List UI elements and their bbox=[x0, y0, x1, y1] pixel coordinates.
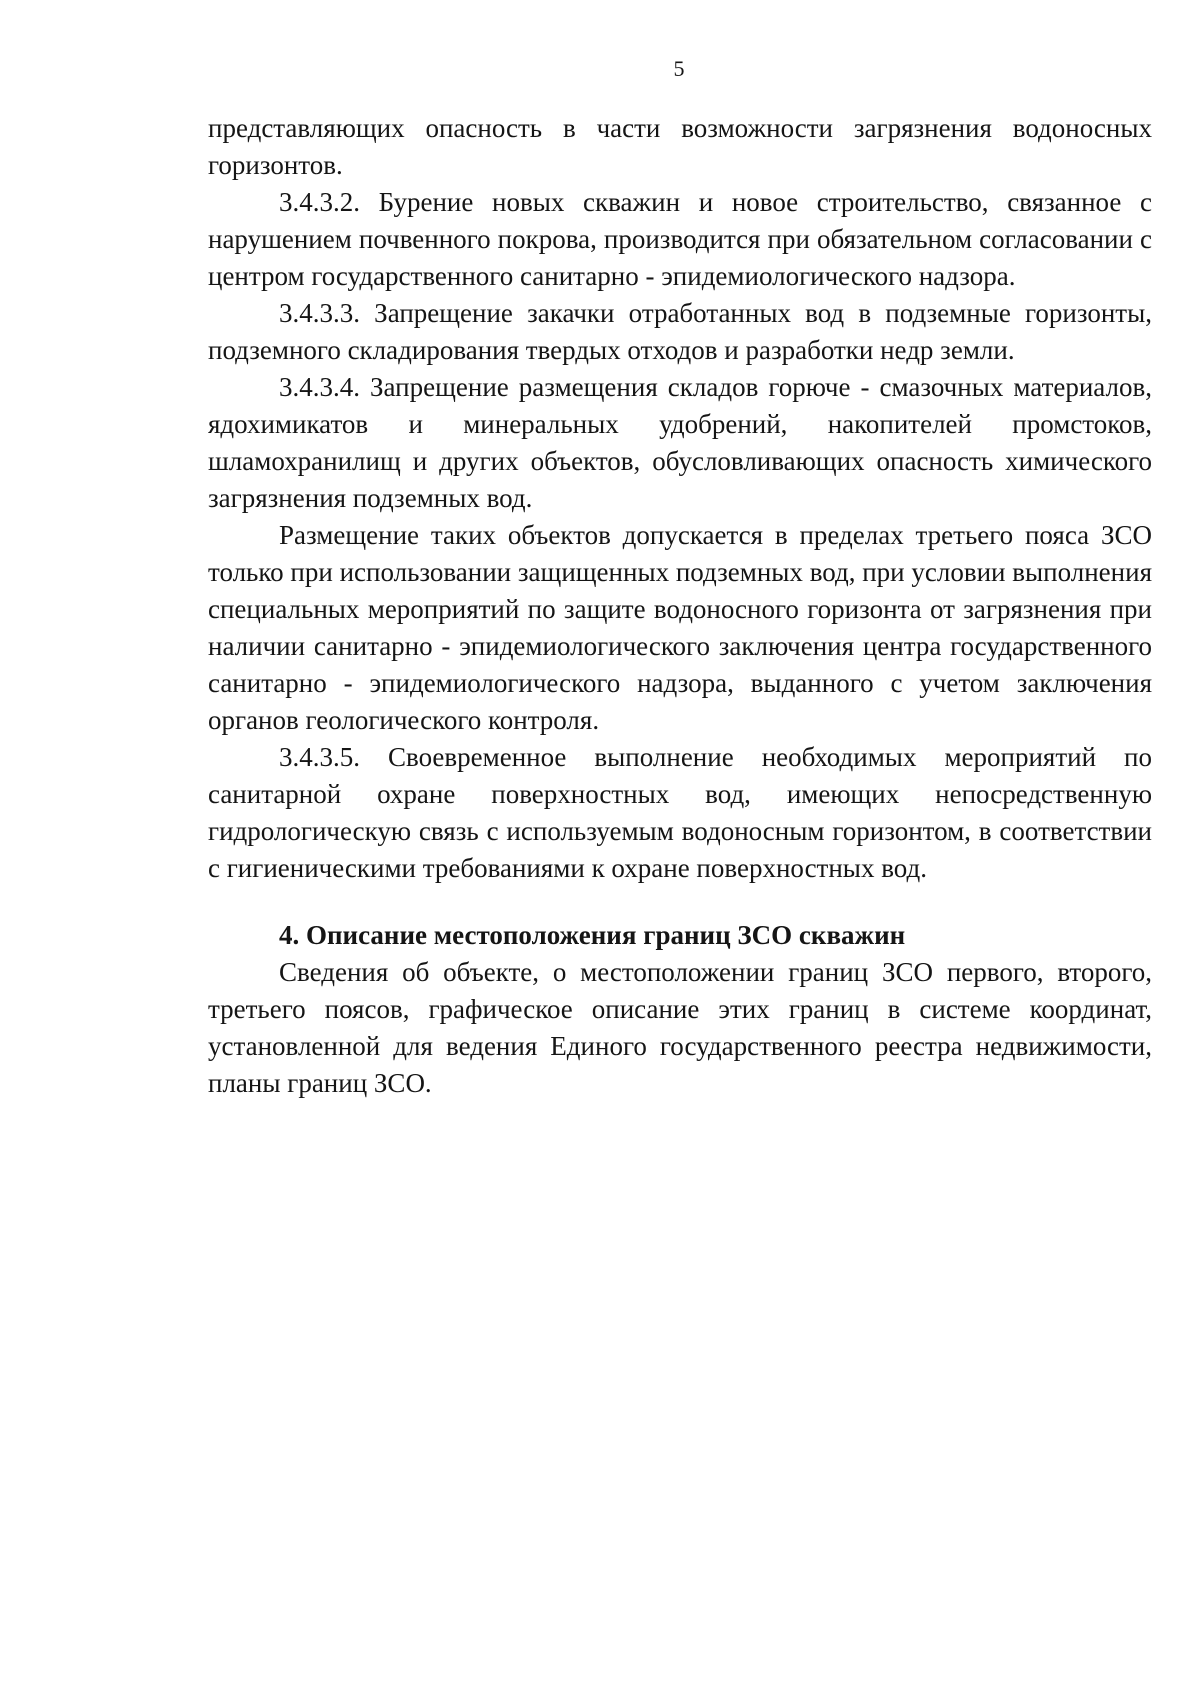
document-body bbox=[208, 110, 1152, 1102]
paragraph-placement-conditions: Размещение таких объектов допускается в пределах третьего пояса ЗСО только при использовании защищенных подземных вод, при условии выполнения специальных мероприятий по защите водоносного горизонта от загрязнения при наличии санитарно - эпидемиологического заключения центра государственного санитарно - эпидемиологического надзора, выданного с учетом заключения органов геологического контроля. bbox=[208, 520, 1152, 735]
paragraph-3-4-3-2: 3.4.3.2. Бурение новых скважин и новое строительство, связанное с нарушением почвенного покрова, производится при обязательном согласовании с центром государственного санитарно - эпидемиологического надзора. bbox=[208, 187, 1152, 291]
section-paragraph: Сведения об объекте, о местоположении границ ЗСО первого, второго, третьего поясов, графическое описание этих границ в системе координат, установленной для ведения Единого государственного реестра недвижимости, планы границ ЗСО. bbox=[208, 957, 1152, 1098]
paragraph-3-4-3-5: 3.4.3.5. Своевременное выполнение необходимых мероприятий по санитарной охране поверхностных вод, имеющих непосредственную гидрологическую связь с используемым водоносным горизонтом, в соответствии с гигиеническими требованиями к охране поверхностных вод. bbox=[208, 742, 1152, 883]
page-number: 5 bbox=[673, 56, 685, 81]
paragraph-3-4-3-4: 3.4.3.4. Запрещение размещения складов горюче - смазочных материалов, ядохимикатов и минеральных удобрений, накопителей промстоков, шламохранилищ и других объектов, обусловливающих опасность химического загрязнения подземных вод. bbox=[208, 372, 1152, 513]
paragraph-3-4-3-3: 3.4.3.3. Запрещение закачки отработанных вод в подземные горизонты, подземного складирования твердых отходов и разработки недр земли. bbox=[208, 298, 1152, 365]
paragraph-continuation: представляющих опасность в части возможности загрязнения водоносных горизонтов. bbox=[208, 113, 1152, 180]
section-heading: 4. Описание местоположения границ ЗСО скважин bbox=[279, 920, 906, 950]
